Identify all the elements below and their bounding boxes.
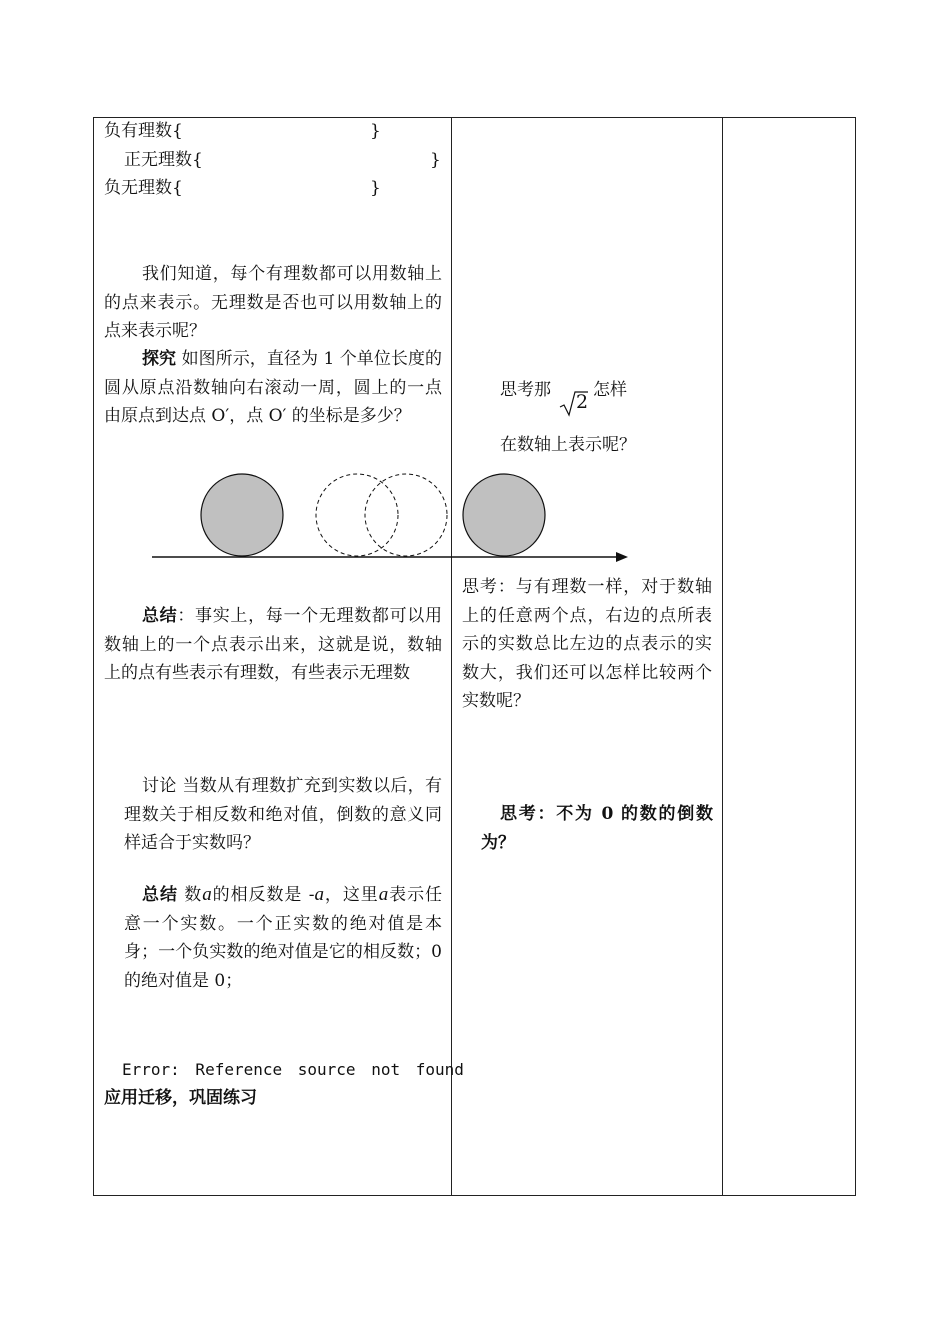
- summary-label-1: 总结: [142, 606, 178, 626]
- summary-paragraph-2: 总结 数a的相反数是 -a，这里a表示任意一个实数。一个正实数的绝对值是本身；一个负实数的绝对值是它的相反数；0 的绝对值是 0；: [124, 884, 443, 991]
- summary-paragraph-1: 总结：事实上，每一个无理数都可以用数轴上的一个点表示出来，这就是说，数轴上的点有些表示有理数，有些表示无理数: [104, 606, 442, 683]
- explore-paragraph: 探究 如图所示，直径为 1 个单位长度的圆从原点沿数轴向右滚动一周，圆上的一点由原点到达点 O′，点 O′ 的坐标是多少？: [104, 349, 443, 426]
- apply-practice-heading: 应用迁移，巩固练习: [104, 1088, 257, 1108]
- think-reciprocal-paragraph: 思考：不为 0 的数的倒数为？: [481, 804, 713, 853]
- negative-rational-line: 负有理数{: [104, 121, 183, 141]
- think-sqrt2-line1: 思考那: [500, 380, 551, 400]
- brace-close-1: }: [370, 121, 381, 141]
- axis-arrow-icon: [616, 552, 628, 562]
- negative-irrational-line: 负无理数{: [104, 178, 183, 198]
- positive-irrational-line: 正无理数{: [124, 150, 203, 170]
- brace-close-3: }: [370, 178, 381, 198]
- circle-rolling-1: [316, 474, 398, 556]
- circle-start: [201, 474, 283, 556]
- think-sqrt2-line2: 在数轴上表示呢？: [500, 435, 636, 455]
- explore-label: 探究: [142, 349, 177, 369]
- discussion-paragraph: 讨论 当数从有理数扩充到实数以后，有理数关于相反数和绝对值，倒数的意义同样适合于实数吗？: [124, 776, 442, 853]
- brace-close-2: }: [430, 150, 441, 170]
- think-sqrt2-how: 怎样: [593, 380, 627, 400]
- circle-rolling-2: [365, 474, 447, 556]
- circle-end: [463, 474, 545, 556]
- summary-label-2: 总结: [142, 885, 178, 905]
- error-reference-text: Error: Reference source not found: [122, 1060, 464, 1079]
- think-compare-paragraph: 思考：与有理数一样，对于数轴上的任意两个点，右边的点所表示的实数总比左边的点表示的实数大，我们还可以怎样比较两个实数呢？: [462, 577, 712, 711]
- sqrt2-expression: 2: [558, 386, 600, 417]
- intro-paragraph: 我们知道，每个有理数都可以用数轴上的点来表示。无理数是否也可以用数轴上的点来表示呢？: [104, 264, 442, 341]
